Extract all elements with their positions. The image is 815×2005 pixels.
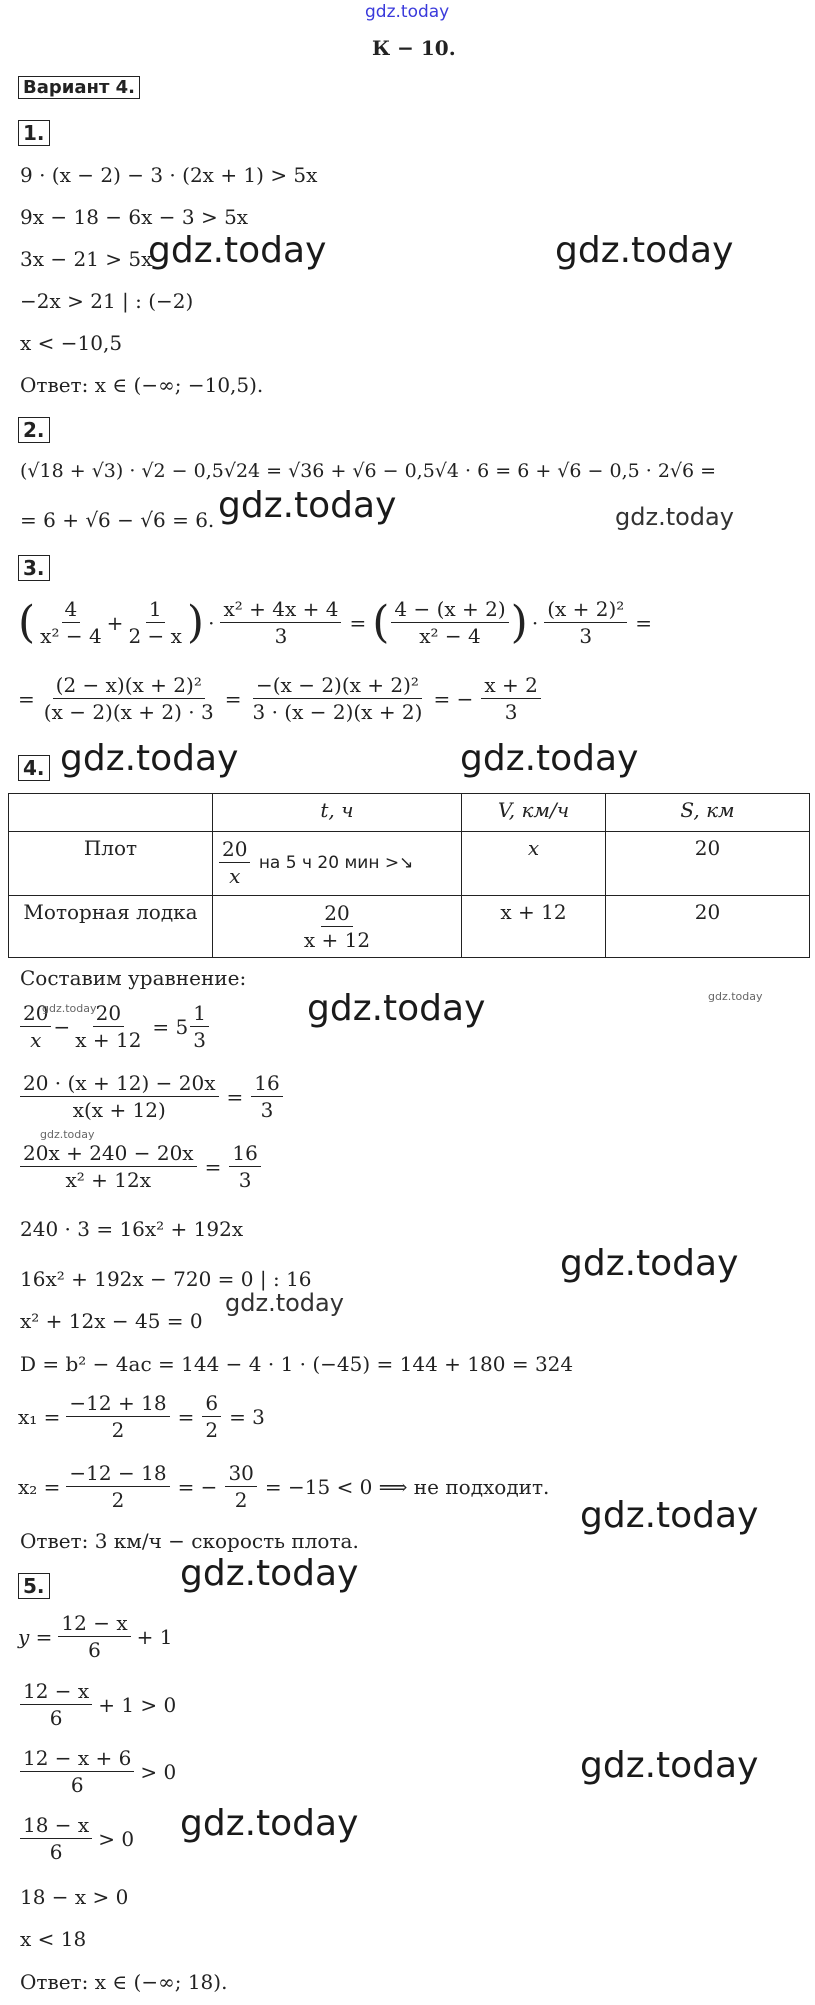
task-4-equation-4: 240 · 3 = 16x² + 192x	[20, 1217, 244, 1241]
watermark: gdz.today	[580, 1495, 759, 1536]
variant-label: Вариант 4.	[18, 76, 140, 99]
table-header-cell: V, км/ч	[462, 794, 606, 832]
task-4-equation-5: 16x² + 192x − 720 = 0 | : 16	[20, 1267, 312, 1291]
equals-sign: =	[349, 610, 367, 635]
equals-sign: =	[224, 686, 242, 711]
watermark: gdz.today	[40, 1128, 95, 1141]
watermark: gdz.today	[60, 738, 239, 779]
table-header-cell: t, ч	[213, 794, 462, 832]
task-1-line-3: 3x − 21 > 5x	[20, 247, 153, 271]
table-cell-speed: x + 12	[462, 896, 606, 958]
equals-sign: =	[204, 1154, 222, 1179]
watermark: gdz.today	[708, 990, 763, 1003]
fraction-denominator: 2	[111, 1418, 125, 1442]
task-5-number: 5.	[18, 1573, 50, 1599]
table-cell-distance: 20	[606, 896, 810, 958]
task-2-line-2: = 6 + √6 − √6 = 6.	[20, 508, 215, 532]
expression-rest: > 0	[140, 1759, 177, 1784]
task-4-intro: Составим уравнение:	[20, 966, 247, 990]
fraction-numerator: 18 − x	[20, 1812, 92, 1839]
task-1-line-4: −2x > 21 | : (−2)	[20, 289, 194, 313]
task-4-number: 4.	[18, 755, 50, 781]
task-5-answer: Ответ: x ∈ (−∞; 18).	[20, 1970, 228, 1994]
fraction-denominator: 3	[193, 1028, 206, 1052]
page-title: К − 10.	[372, 36, 456, 60]
fraction-denominator: 2	[205, 1418, 219, 1442]
watermark: gdz.today	[460, 738, 639, 779]
table-cell-distance: 20	[606, 832, 810, 896]
task-4-equation-2	[18, 1070, 285, 1123]
watermark: gdz.today	[307, 988, 486, 1029]
fraction-numerator: 6	[202, 1390, 221, 1417]
table-header-cell: S, км	[606, 794, 810, 832]
fraction-denominator: 3	[238, 1168, 252, 1192]
fraction-numerator: (x + 2)²	[544, 596, 627, 623]
fraction-numerator: 30	[225, 1460, 256, 1487]
fraction-denominator: x + 12	[75, 1028, 142, 1052]
fraction-numerator: 4 − (x + 2)	[391, 596, 508, 623]
equals-sign: = −	[177, 1474, 218, 1499]
watermark: gdz.today	[218, 485, 397, 526]
task-1-line-5: x < −10,5	[20, 331, 123, 355]
fraction-numerator: 16	[251, 1070, 282, 1097]
root-result: = 3	[229, 1404, 265, 1429]
fraction-denominator: 3	[579, 624, 593, 648]
equals-sign: =	[177, 1404, 195, 1429]
fraction-numerator: −12 + 18	[66, 1390, 169, 1417]
fraction-denominator: 2 − x	[128, 624, 182, 648]
fraction-numerator: 20x + 240 − 20x	[20, 1140, 197, 1167]
fraction-numerator: 4	[62, 596, 81, 623]
fraction-denominator: 6	[49, 1706, 63, 1730]
fraction-denominator: 3	[504, 700, 518, 724]
dot-sign: ·	[208, 610, 215, 635]
minus-sign: −	[53, 1014, 71, 1039]
root-label: x₁ =	[18, 1404, 61, 1429]
watermark: gdz.today	[555, 230, 734, 271]
task-5-line-2	[18, 1678, 176, 1731]
table-row	[9, 832, 810, 896]
watermark-top: gdz.today	[365, 2, 450, 22]
fraction-numerator: 20 · (x + 12) − 20x	[20, 1070, 219, 1097]
fraction-denominator: x(x + 12)	[72, 1098, 166, 1122]
fraction-denominator: x + 12	[303, 928, 371, 952]
table-header-row	[9, 794, 810, 832]
table-cell-time	[213, 896, 462, 958]
equals-sign: =	[18, 686, 35, 711]
task-1-line-1: 9 · (x − 2) − 3 · (2x + 1) > 5x	[20, 163, 318, 187]
table-header-cell	[9, 794, 213, 832]
time-note: на 5 ч 20 мин >↘	[258, 853, 414, 873]
fraction-numerator: 1	[146, 596, 165, 623]
fraction-numerator: −12 − 18	[66, 1460, 169, 1487]
fraction-numerator: 12 − x	[58, 1610, 130, 1637]
table-cell-name: Моторная лодка	[9, 896, 213, 958]
fraction-denominator: 3 · (x − 2)(x + 2)	[252, 700, 423, 724]
task-4-equation-6: x² + 12x − 45 = 0	[20, 1309, 203, 1333]
task-4-root-2	[18, 1460, 549, 1513]
fraction-numerator: 12 − x	[20, 1678, 92, 1705]
task-1-number: 1.	[18, 120, 50, 146]
watermark: gdz.today	[42, 1002, 97, 1015]
watermark: gdz.today	[180, 1553, 359, 1594]
fraction-numerator: 16	[229, 1140, 260, 1167]
expression-rest: + 1 > 0	[98, 1692, 177, 1717]
watermark: gdz.today	[180, 1803, 359, 1844]
fraction-denominator: 2	[234, 1488, 248, 1512]
fraction-denominator: x	[30, 1028, 42, 1052]
task-4-equation-3	[18, 1140, 263, 1193]
task-4-discriminant: D = b² − 4ac = 144 − 4 · 1 · (−45) = 144 + 180 = 324	[20, 1352, 574, 1376]
root-result: = −15 < 0 ⟹ не подходит.	[264, 1474, 550, 1499]
function-label: y =	[18, 1624, 53, 1649]
fraction-denominator: x² + 12x	[65, 1168, 152, 1192]
table-cell-time	[213, 832, 462, 896]
fraction-numerator: x² + 4x + 4	[220, 596, 341, 623]
table-cell-speed: x	[462, 832, 606, 896]
motion-table	[8, 793, 810, 958]
equation-rhs: = 5	[152, 1014, 189, 1039]
task-5-line-1	[18, 1610, 172, 1663]
fraction-numerator: 20	[93, 1000, 124, 1027]
fraction-denominator: (x − 2)(x + 2) · 3	[43, 700, 214, 724]
fraction-denominator: 6	[70, 1773, 84, 1797]
task-1-line-2: 9x − 18 − 6x − 3 > 5x	[20, 205, 249, 229]
task-3-number: 3.	[18, 555, 50, 581]
plus-sign: +	[106, 610, 124, 635]
table-cell-name: Плот	[9, 832, 213, 896]
task-3-line-2	[18, 672, 543, 725]
fraction-denominator: 3	[260, 1098, 274, 1122]
fraction-numerator: (2 − x)(x + 2)²	[53, 672, 205, 699]
fraction-numerator: 20	[20, 1000, 51, 1027]
dot-sign: ·	[531, 610, 539, 635]
fraction-numerator: 20	[219, 836, 250, 863]
fraction-denominator: 3	[274, 624, 288, 648]
task-5-line-5: 18 − x > 0	[20, 1885, 129, 1909]
task-4-answer: Ответ: 3 км/ч − скорость плота.	[20, 1529, 359, 1553]
equals-sign: = −	[433, 686, 474, 711]
fraction-numerator: 12 − x + 6	[20, 1745, 134, 1772]
fraction-numerator: x + 2	[481, 672, 540, 699]
watermark: gdz.today	[615, 503, 734, 531]
task-1-answer: Ответ: x ∈ (−∞; −10,5).	[20, 373, 264, 397]
fraction-denominator: x	[229, 864, 241, 888]
root-label: x₂ =	[18, 1474, 61, 1499]
equals-sign: =	[226, 1084, 244, 1109]
watermark: gdz.today	[580, 1745, 759, 1786]
task-5-line-6: x < 18	[20, 1927, 87, 1951]
equals-sign: =	[635, 610, 653, 635]
expression-rest: + 1	[136, 1624, 173, 1649]
watermark: gdz.today	[560, 1243, 739, 1284]
task-4-root-1	[18, 1390, 265, 1443]
fraction-numerator: −(x − 2)(x + 2)²	[253, 672, 422, 699]
fraction-numerator: 1	[190, 1000, 209, 1027]
watermark: gdz.today	[225, 1289, 344, 1317]
task-5-line-3	[18, 1745, 176, 1798]
task-5-line-4	[18, 1812, 134, 1865]
task-2-line-1: (√18 + √3) · √2 − 0,5√24 = √36 + √6 − 0,5√4 · 6 = 6 + √6 − 0,5 · 2√6 =	[20, 460, 717, 482]
fraction-denominator: x² − 4	[419, 624, 481, 648]
task-3-line-1: ( $\frac{4}{\text{x² − 4}}$ + $\frac{1}{2 - x}$ ) · $\frac{\text{x² + 4x + 4}}{3}$ = ( $\frac{4 - (x + 2)}{\text{x² − 4}}$ ) · $\frac{\text{(x + 2)²}}{3}$ =	[18, 596, 653, 648]
task-2-number: 2.	[18, 417, 50, 443]
table-row	[9, 896, 810, 958]
fraction-denominator: 6	[49, 1840, 63, 1864]
fraction-numerator: 20	[321, 900, 352, 927]
watermark: gdz.today	[148, 230, 327, 271]
expression-rest: > 0	[98, 1826, 135, 1851]
fraction-denominator: 6	[88, 1638, 101, 1662]
fraction-denominator: 2	[111, 1488, 125, 1512]
fraction-denominator: x² − 4	[40, 624, 102, 648]
